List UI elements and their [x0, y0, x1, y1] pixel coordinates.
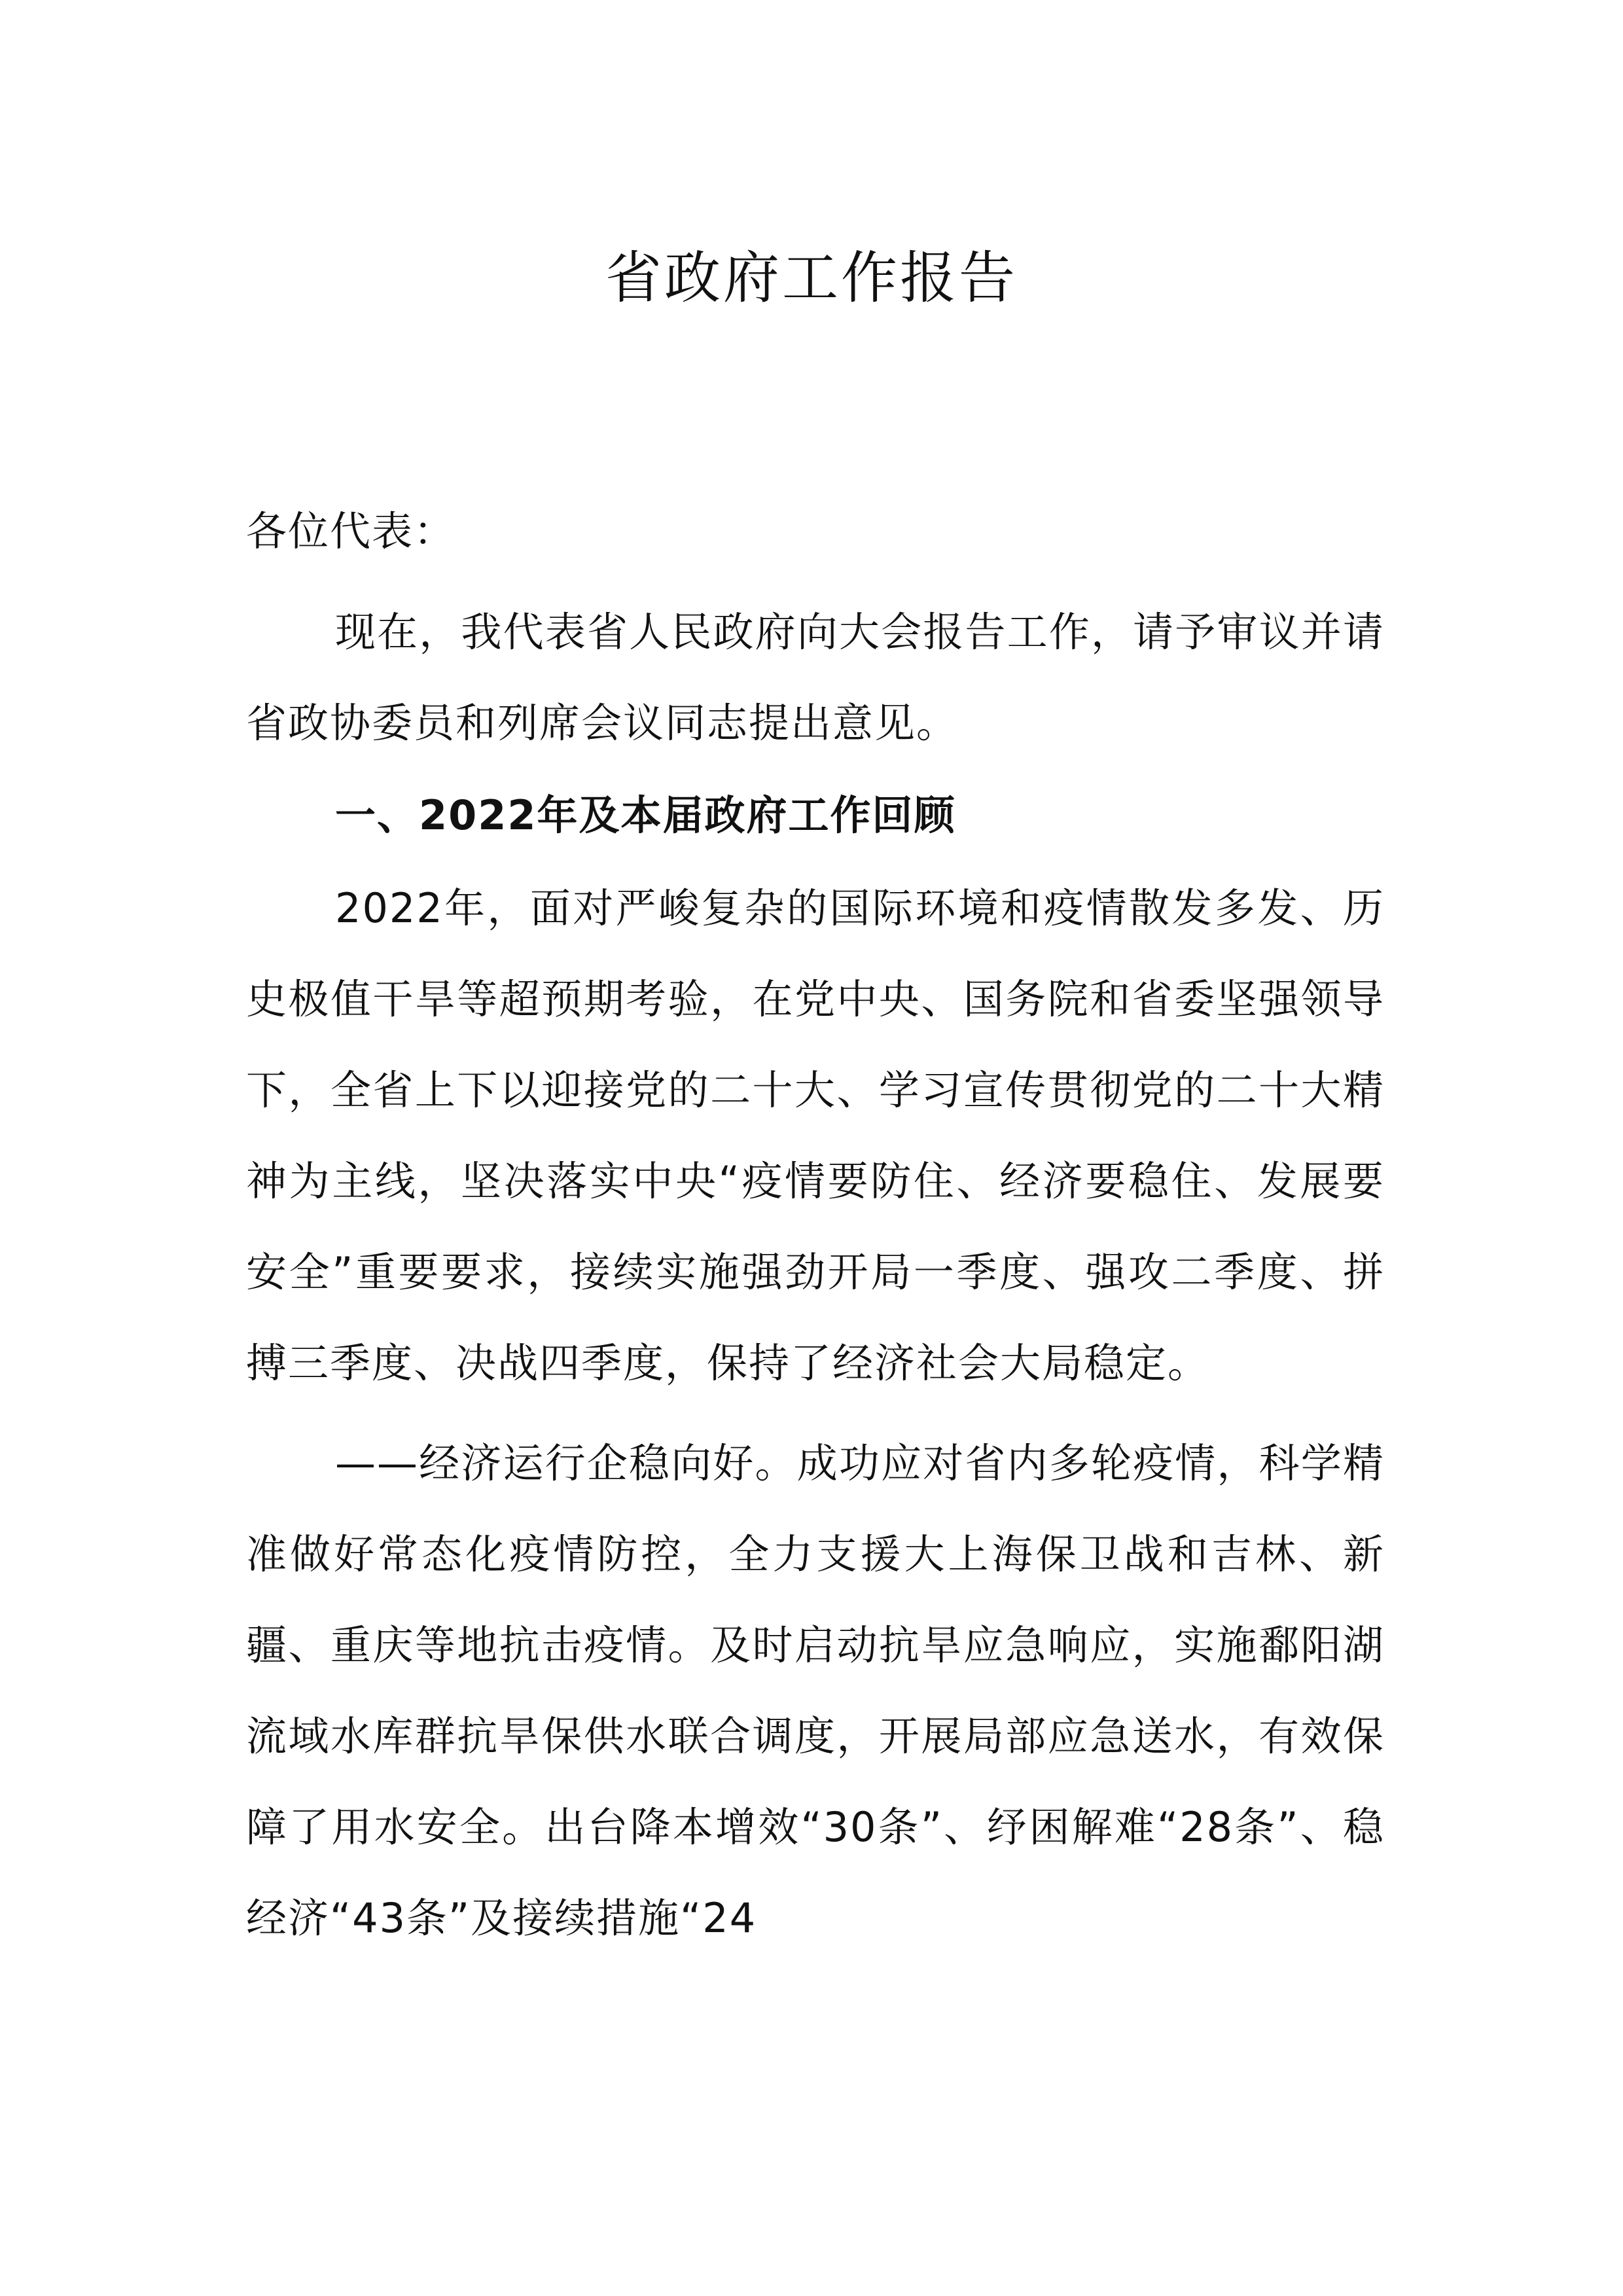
section-heading-1: 一、2022年及本届政府工作回顾	[335, 791, 956, 839]
salutation: 各位代表：	[246, 507, 456, 555]
paragraph-economy: ——经济运行企稳向好。成功应对省内多轮疫情，科学精准做好常态化疫情防控，全力支援大上海保卫战和吉林、新疆、重庆等地抗击疫情。及时启动抗旱应急响应，实施鄱阳湖流域水库群抗旱保供水联合调度，开展局部应急送水，有效保障了用水安全。出台降本增效“30条”、纾困解难“28条”、稳经济“43条”及接续措施“24	[246, 1439, 1385, 1942]
paragraph-intro: 现在，我代表省人民政府向大会报告工作，请予审议并请省政协委员和列席会议同志提出意见。	[246, 608, 1385, 747]
document-body	[246, 486, 1385, 1964]
paragraph-review-2022: 2022年，面对严峻复杂的国际环境和疫情散发多发、历史极值干旱等超预期考验，在党中央、国务院和省委坚强领导下，全省上下以迎接党的二十大、学习宣传贯彻党的二十大精神为主线，坚决落实中央“疫情要防住、经济要稳住、发展要安全”重要要求，接续实施强劲开局一季度、强攻二季度、拼搏三季度、决战四季度，保持了经济社会大局稳定。	[246, 884, 1385, 1387]
document-title: 省政府工作报告	[605, 245, 1018, 311]
